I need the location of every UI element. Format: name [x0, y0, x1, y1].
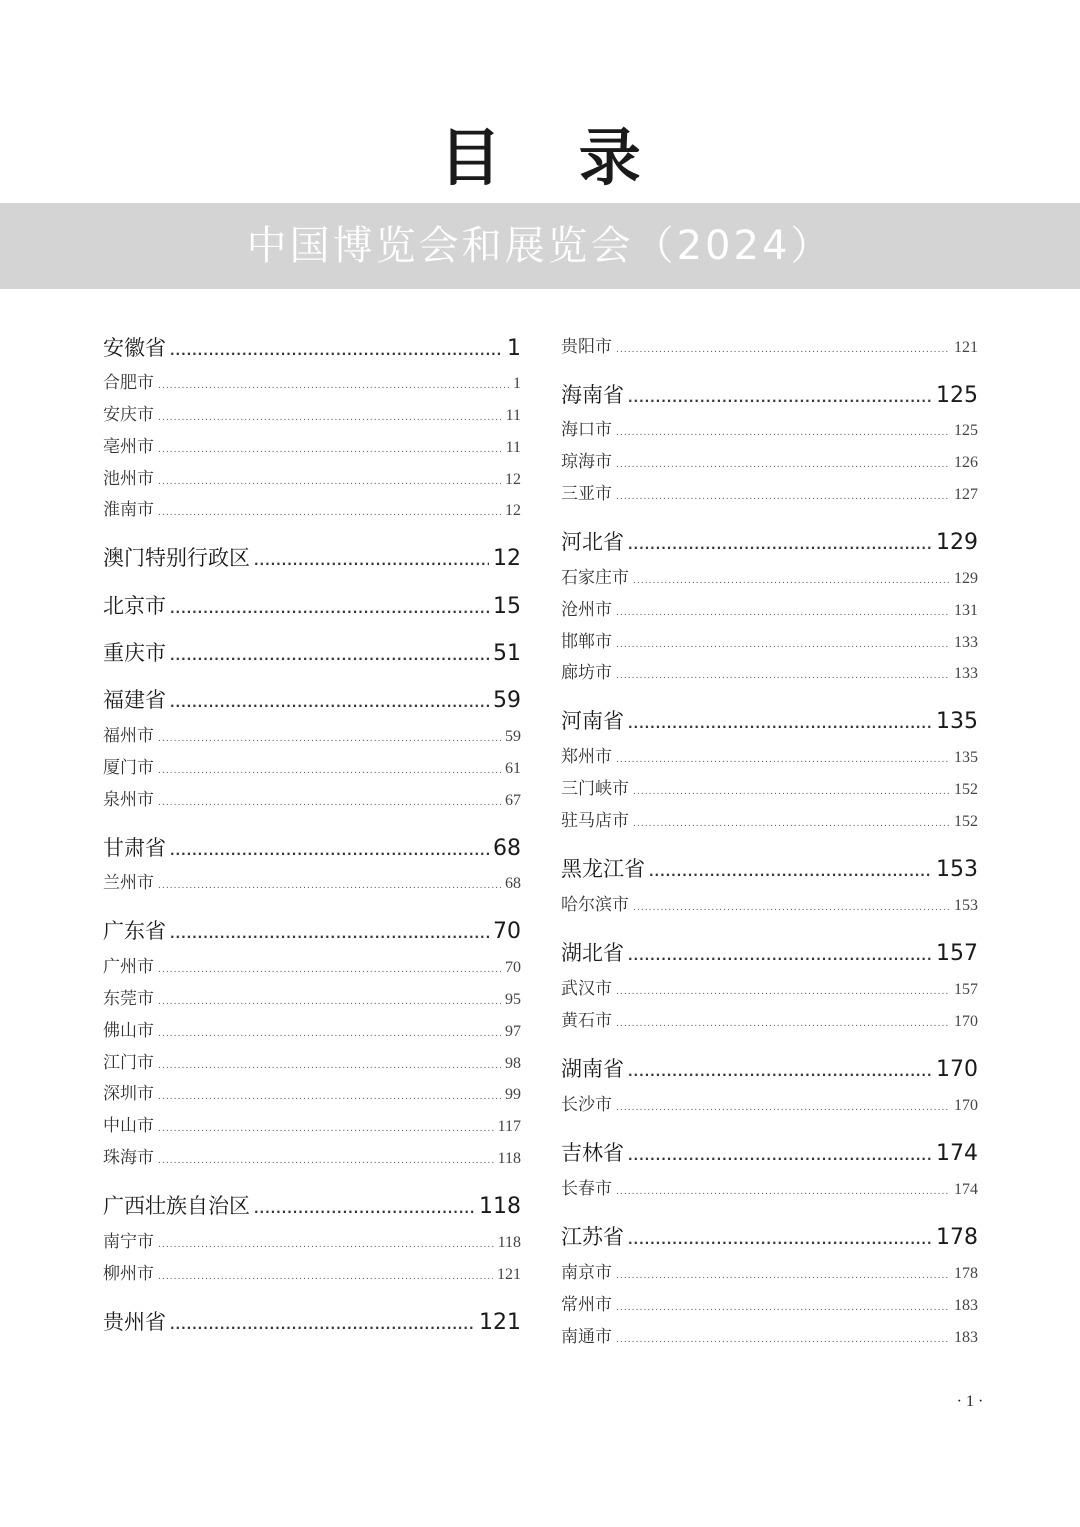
dot-leader [170, 1310, 475, 1340]
toc-entry-page: 70 [493, 919, 521, 944]
toc-city-entry [561, 629, 978, 655]
toc-city-entry [561, 597, 978, 623]
toc-entry-page: 68 [493, 836, 521, 861]
toc-entry-name: 江门市 [103, 1053, 154, 1073]
toc-entry-page: 51 [493, 641, 521, 666]
dot-leader [628, 1225, 932, 1255]
toc-entry-name: 福建省 [103, 688, 166, 712]
toc-entry-page: 125 [954, 422, 978, 439]
toc-entry-page: 98 [505, 1055, 521, 1072]
toc-entry-name: 重庆市 [103, 641, 166, 665]
toc-city-entry [103, 787, 521, 813]
toc-province-entry [103, 638, 521, 668]
toc-entry-name: 合肥市 [103, 373, 154, 393]
dot-leader [158, 790, 501, 816]
toc-entry-name: 三亚市 [561, 484, 612, 504]
dot-leader [254, 546, 489, 576]
dot-leader [633, 895, 950, 921]
dot-leader [170, 919, 489, 949]
toc-city-entry [103, 466, 521, 492]
dot-leader [170, 641, 489, 671]
toc-province-entry [103, 591, 521, 621]
toc-entry-name: 海口市 [561, 420, 612, 440]
toc-entry-page: 129 [954, 570, 978, 587]
toc-entry-page: 153 [954, 897, 978, 914]
dot-leader [616, 484, 950, 510]
dot-leader [628, 709, 932, 739]
toc-entry-page: 11 [505, 407, 521, 424]
toc-entry-page: 174 [936, 1141, 978, 1166]
dot-leader [170, 336, 503, 366]
toc-entry-name: 湖南省 [561, 1057, 624, 1081]
toc-entry-page: 99 [505, 1086, 521, 1103]
toc-entry-page: 121 [479, 1310, 521, 1335]
toc-entry-page: 133 [954, 634, 978, 651]
toc-city-entry [561, 449, 978, 475]
toc-city-entry [561, 892, 978, 918]
dot-leader [649, 857, 932, 887]
toc-entry-name: 廊坊市 [561, 663, 612, 683]
toc-entry-name: 贵阳市 [561, 337, 612, 357]
toc-entry-page: 59 [493, 688, 521, 713]
toc-entry-name: 厦门市 [103, 758, 154, 778]
toc-city-entry [561, 1008, 978, 1034]
dot-leader [158, 1264, 493, 1290]
dot-leader [633, 779, 950, 805]
toc-entry-name: 南通市 [561, 1327, 612, 1347]
dot-leader [628, 941, 932, 971]
subtitle: 中国博览会和展览会（2024） [246, 223, 834, 269]
toc-city-entry [561, 1260, 978, 1286]
toc-entry-name: 福州市 [103, 726, 154, 746]
toc-city-entry [103, 1050, 521, 1076]
toc-entry-page: 97 [505, 1023, 521, 1040]
toc-province-entry [561, 527, 978, 557]
toc-entry-name: 驻马店市 [561, 811, 629, 831]
toc-entry-page: 131 [954, 602, 978, 619]
toc-entry-name: 深圳市 [103, 1084, 154, 1104]
toc-province-entry [561, 854, 978, 884]
toc-city-entry [103, 402, 521, 428]
dot-leader [158, 1116, 494, 1142]
toc-entry-page: 152 [954, 813, 978, 830]
toc-entry-page: 12 [505, 471, 521, 488]
dot-leader [616, 1095, 950, 1121]
toc-city-entry [103, 1261, 521, 1287]
toc-entry-page: 61 [505, 760, 521, 777]
toc-city-entry [561, 808, 978, 834]
dot-leader [158, 957, 501, 983]
toc-entry-page: 118 [497, 1150, 521, 1167]
toc-entry-page: 67 [505, 792, 521, 809]
toc-entry-page: 118 [497, 1234, 521, 1251]
toc-city-entry [103, 986, 521, 1012]
toc-province-entry [561, 380, 978, 410]
dot-leader [616, 1011, 950, 1037]
toc-entry-page: 178 [936, 1225, 978, 1250]
toc-entry-page: 95 [505, 991, 521, 1008]
toc-province-entry [561, 938, 978, 968]
dot-leader [616, 452, 950, 478]
toc-entry-name: 广西壮族自治区 [103, 1194, 250, 1218]
toc-entry-page: 170 [936, 1057, 978, 1082]
toc-city-entry [561, 744, 978, 770]
toc-province-entry [103, 833, 521, 863]
dot-leader [616, 747, 950, 773]
toc-entry-page: 12 [493, 546, 521, 571]
toc-entry-name: 吉林省 [561, 1141, 624, 1165]
toc-entry-name: 甘肃省 [103, 836, 166, 860]
toc-entry-page: 183 [954, 1297, 978, 1314]
toc-entry-name: 长沙市 [561, 1095, 612, 1115]
toc-city-entry [103, 370, 521, 396]
dot-leader [158, 1232, 494, 1258]
toc-entry-page: 133 [954, 665, 978, 682]
toc-city-entry [103, 954, 521, 980]
dot-leader [616, 632, 950, 658]
toc-city-entry [103, 1145, 521, 1171]
toc-entry-page: 15 [493, 594, 521, 619]
toc-entry-name: 柳州市 [103, 1264, 154, 1284]
toc-entry-name: 三门峡市 [561, 779, 629, 799]
toc-entry-page: 126 [954, 454, 978, 471]
toc-city-entry [561, 1324, 978, 1350]
page-title: 目 录 [439, 121, 669, 194]
dot-leader [170, 594, 489, 624]
toc-entry-page: 135 [936, 709, 978, 734]
toc-city-entry [561, 776, 978, 802]
toc-city-entry [561, 1092, 978, 1118]
dot-leader [158, 373, 509, 399]
toc-entry-page: 59 [505, 728, 521, 745]
dot-leader [616, 337, 950, 363]
toc-entry-name: 池州市 [103, 469, 154, 489]
toc-city-entry [561, 417, 978, 443]
toc-entry-page: 157 [954, 981, 978, 998]
dot-leader [158, 405, 502, 431]
toc-entry-name: 长春市 [561, 1179, 612, 1199]
toc-entry-page: 178 [954, 1265, 978, 1282]
dot-leader [616, 1295, 950, 1321]
toc-province-entry [561, 1138, 978, 1168]
toc-province-entry [561, 706, 978, 736]
toc-entry-name: 江苏省 [561, 1225, 624, 1249]
dot-leader [158, 726, 501, 752]
toc-entry-page: 12 [505, 502, 521, 519]
dot-leader [158, 873, 501, 899]
toc-entry-name: 泉州市 [103, 790, 154, 810]
toc-province-entry [103, 916, 521, 946]
toc-entry-name: 琼海市 [561, 452, 612, 472]
toc-entry-name: 武汉市 [561, 979, 612, 999]
toc-province-entry [561, 1054, 978, 1084]
toc-entry-name: 贵州省 [103, 1310, 166, 1334]
toc-entry-name: 河南省 [561, 709, 624, 733]
toc-entry-name: 邯郸市 [561, 632, 612, 652]
toc-entry-page: 121 [497, 1266, 521, 1283]
toc-city-entry [103, 1081, 521, 1107]
toc-entry-name: 沧州市 [561, 600, 612, 620]
toc-province-entry [103, 1307, 521, 1337]
dot-leader [616, 663, 950, 689]
dot-leader [158, 469, 501, 495]
toc-entry-page: 157 [936, 941, 978, 966]
dot-leader [158, 1021, 501, 1047]
toc-entry-name: 安庆市 [103, 405, 154, 425]
toc-city-entry [561, 1176, 978, 1202]
toc-entry-name: 珠海市 [103, 1148, 154, 1168]
toc-entry-page: 121 [954, 339, 978, 356]
dot-leader [616, 420, 950, 446]
dot-leader [628, 530, 932, 560]
toc-entry-page: 174 [954, 1181, 978, 1198]
toc-entry-name: 亳州市 [103, 437, 154, 457]
toc-entry-page: 1 [507, 336, 521, 361]
toc-entry-name: 海南省 [561, 383, 624, 407]
dot-leader [158, 437, 502, 463]
toc-province-entry [103, 685, 521, 715]
toc-entry-name: 广州市 [103, 957, 154, 977]
toc-city-entry [103, 434, 521, 460]
toc-entry-name: 南京市 [561, 1263, 612, 1283]
toc-entry-name: 兰州市 [103, 873, 154, 893]
toc-entry-name: 南宁市 [103, 1232, 154, 1252]
toc-city-entry [561, 481, 978, 507]
toc-entry-name: 广东省 [103, 919, 166, 943]
page-number: · 1 · [956, 1393, 984, 1410]
subtitle-banner [0, 203, 1080, 289]
toc-entry-page: 152 [954, 781, 978, 798]
dot-leader [158, 1148, 494, 1174]
toc-entry-name: 湖北省 [561, 941, 624, 965]
toc-entry-page: 170 [954, 1097, 978, 1114]
dot-leader [616, 1179, 950, 1205]
dot-leader [158, 758, 501, 784]
toc-province-entry [103, 1191, 521, 1221]
toc-entry-page: 68 [505, 875, 521, 892]
toc-city-entry [103, 1113, 521, 1139]
toc-city-entry [103, 870, 521, 896]
dot-leader [170, 836, 489, 866]
dot-leader [633, 811, 950, 837]
dot-leader [633, 568, 950, 594]
toc-entry-page: 170 [954, 1013, 978, 1030]
toc-city-entry [103, 755, 521, 781]
toc-city-entry [103, 497, 521, 523]
dot-leader [158, 1084, 501, 1110]
toc-entry-page: 183 [954, 1329, 978, 1346]
toc-province-entry [103, 543, 521, 573]
toc-entry-page: 70 [505, 959, 521, 976]
dot-leader [628, 383, 932, 413]
toc-city-entry [103, 1018, 521, 1044]
toc-entry-page: 129 [936, 530, 978, 555]
toc-entry-name: 东莞市 [103, 989, 154, 1009]
dot-leader [170, 688, 489, 718]
toc-province-entry [561, 1222, 978, 1252]
toc-entry-page: 153 [936, 857, 978, 882]
toc-entry-name: 安徽省 [103, 336, 166, 360]
toc-entry-page: 118 [479, 1194, 521, 1219]
toc-entry-page: 135 [954, 749, 978, 766]
toc-entry-page: 1 [513, 375, 521, 392]
toc-city-entry [561, 660, 978, 686]
toc-entry-name: 河北省 [561, 530, 624, 554]
toc-entry-name: 澳门特别行政区 [103, 546, 250, 570]
toc-city-entry [103, 1229, 521, 1255]
toc-city-entry [561, 976, 978, 1002]
dot-leader [158, 1053, 501, 1079]
toc-city-entry [103, 723, 521, 749]
dot-leader [628, 1057, 932, 1087]
dot-leader [616, 979, 950, 1005]
toc-province-entry [103, 333, 521, 363]
dot-leader [616, 1327, 950, 1353]
toc-entry-page: 117 [497, 1118, 521, 1135]
toc-entry-name: 郑州市 [561, 747, 612, 767]
toc-entry-name: 哈尔滨市 [561, 895, 629, 915]
dot-leader [616, 1263, 950, 1289]
toc-entry-name: 佛山市 [103, 1021, 154, 1041]
toc-entry-name: 石家庄市 [561, 568, 629, 588]
toc-entry-name: 北京市 [103, 594, 166, 618]
dot-leader [616, 600, 950, 626]
toc-entry-name: 淮南市 [103, 500, 154, 520]
dot-leader [254, 1194, 475, 1224]
dot-leader [158, 989, 501, 1015]
toc-entry-page: 127 [954, 486, 978, 503]
toc-entry-name: 黑龙江省 [561, 857, 645, 881]
toc-entry-page: 11 [505, 439, 521, 456]
toc-city-entry [561, 1292, 978, 1318]
toc-city-entry [561, 565, 978, 591]
dot-leader [628, 1141, 932, 1171]
toc-entry-name: 常州市 [561, 1295, 612, 1315]
toc-entry-name: 黄石市 [561, 1011, 612, 1031]
toc-city-entry [561, 334, 978, 360]
toc-entry-page: 125 [936, 383, 978, 408]
dot-leader [158, 500, 501, 526]
toc-entry-name: 中山市 [103, 1116, 154, 1136]
